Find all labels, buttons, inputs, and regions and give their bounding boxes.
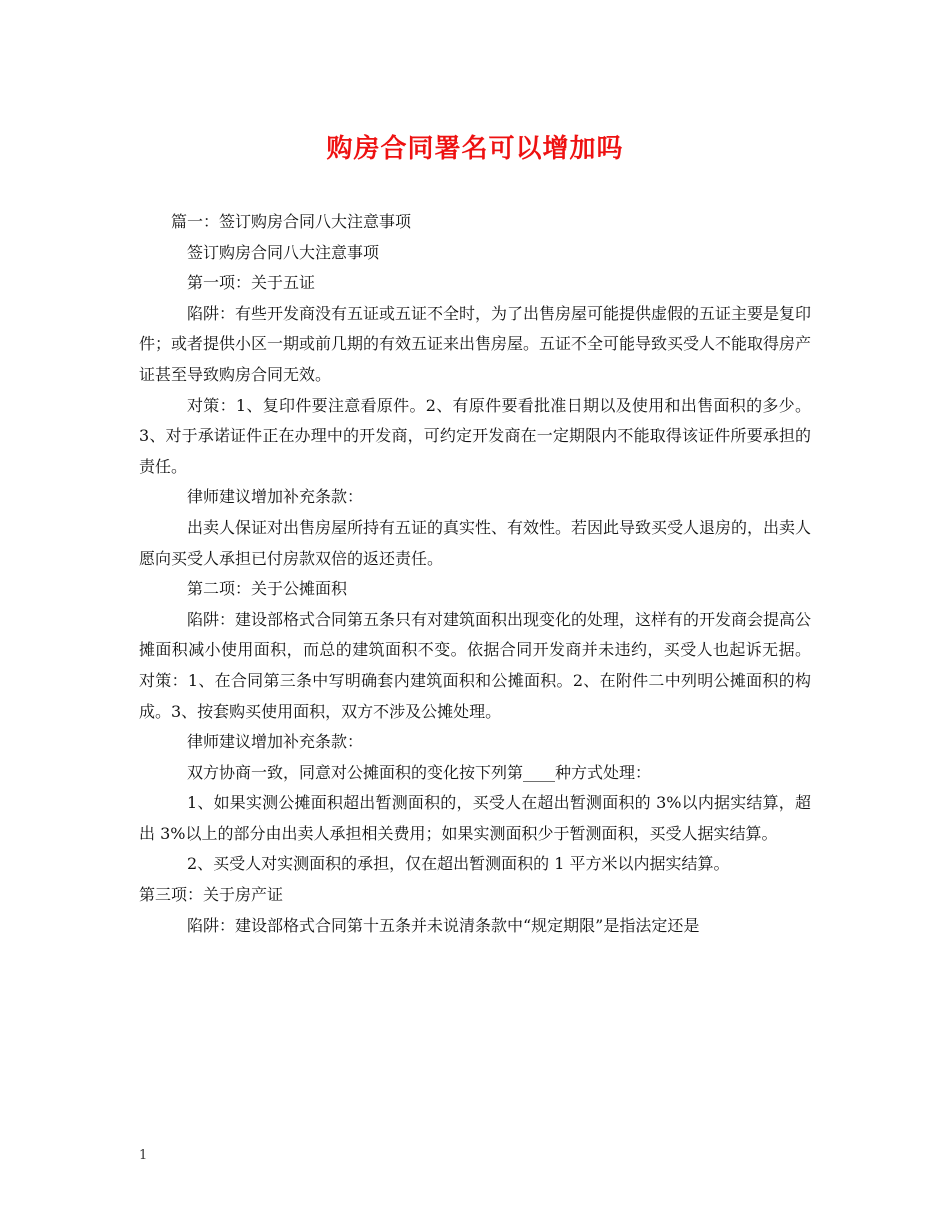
item-heading: 第一项：关于五证 xyxy=(187,273,316,293)
paragraph: 陷阱：有些开发商没有五证或五证不全时，为了出售房屋可能提供虚假的五证主要是复印件；或者提供小区一期或前几期的有效五证来出售房屋。五证不全可能导致买受人不能取得房产证甚至导致购房合同无效。 xyxy=(139,303,812,384)
subtitle: 签订购房合同八大注意事项 xyxy=(187,242,380,262)
paragraph: 陷阱：建设部格式合同第五条只有对建筑面积出现变化的处理，这样有的开发商会提高公摊面积减小使用面积，而总的建筑面积不变。依据合同开发商并未违约，买受人也起诉无据。 对策：1、在合同第三条中写明确套内建筑面积和公摊面积。2、在附件二中列明公摊面积的构成。3、按套购买使用面积，双方不涉及公摊处理。 xyxy=(139,609,812,721)
page-number: 1 xyxy=(139,1148,148,1163)
paragraph: 陷阱：建设部格式合同第十五条并未说清条款中“规定期限”是指法定还是 xyxy=(187,915,700,935)
item-heading: 第三项：关于房产证 xyxy=(139,885,284,905)
paragraph: 1、如果实测公摊面积超出暂测面积的，买受人在超出暂测面积的 3%以内据实结算，超出 3%以上的部分由出卖人承担相关费用；如果实测面积少于暂测面积，买受人据实结算。 xyxy=(139,793,811,843)
clause-heading: 律师建议增加补充条款： xyxy=(187,732,364,752)
item-heading: 第二项：关于公摊面积 xyxy=(187,579,348,599)
document-body xyxy=(139,207,811,941)
paragraph: 出卖人保证对出售房屋所持有五证的真实性、有效性。若因此导致买受人退房的，出卖人愿向买受人承担已付房款双倍的返还责任。 xyxy=(139,517,812,568)
section-heading: 篇一：签订购房合同八大注意事项 xyxy=(171,212,412,231)
document-title: 购房合同署名可以增加吗 xyxy=(326,134,624,164)
paragraph: 对策：1、复印件要注意看原件。2、有原件要看批准日期以及使用和出售面积的多少。3、对于承诺证件正在办理中的开发商，可约定开发商在一定期限内不能取得该证件所要承担的责任。 xyxy=(139,395,811,476)
paragraph: 2、买受人对实测面积的承担，仅在超出暂测面积的 1 平方米以内据实结算。 xyxy=(187,854,730,874)
paragraph: 双方协商一致，同意对公摊面积的变化按下列第____种方式处理： xyxy=(187,762,652,782)
clause-heading: 律师建议增加补充条款： xyxy=(187,487,364,507)
